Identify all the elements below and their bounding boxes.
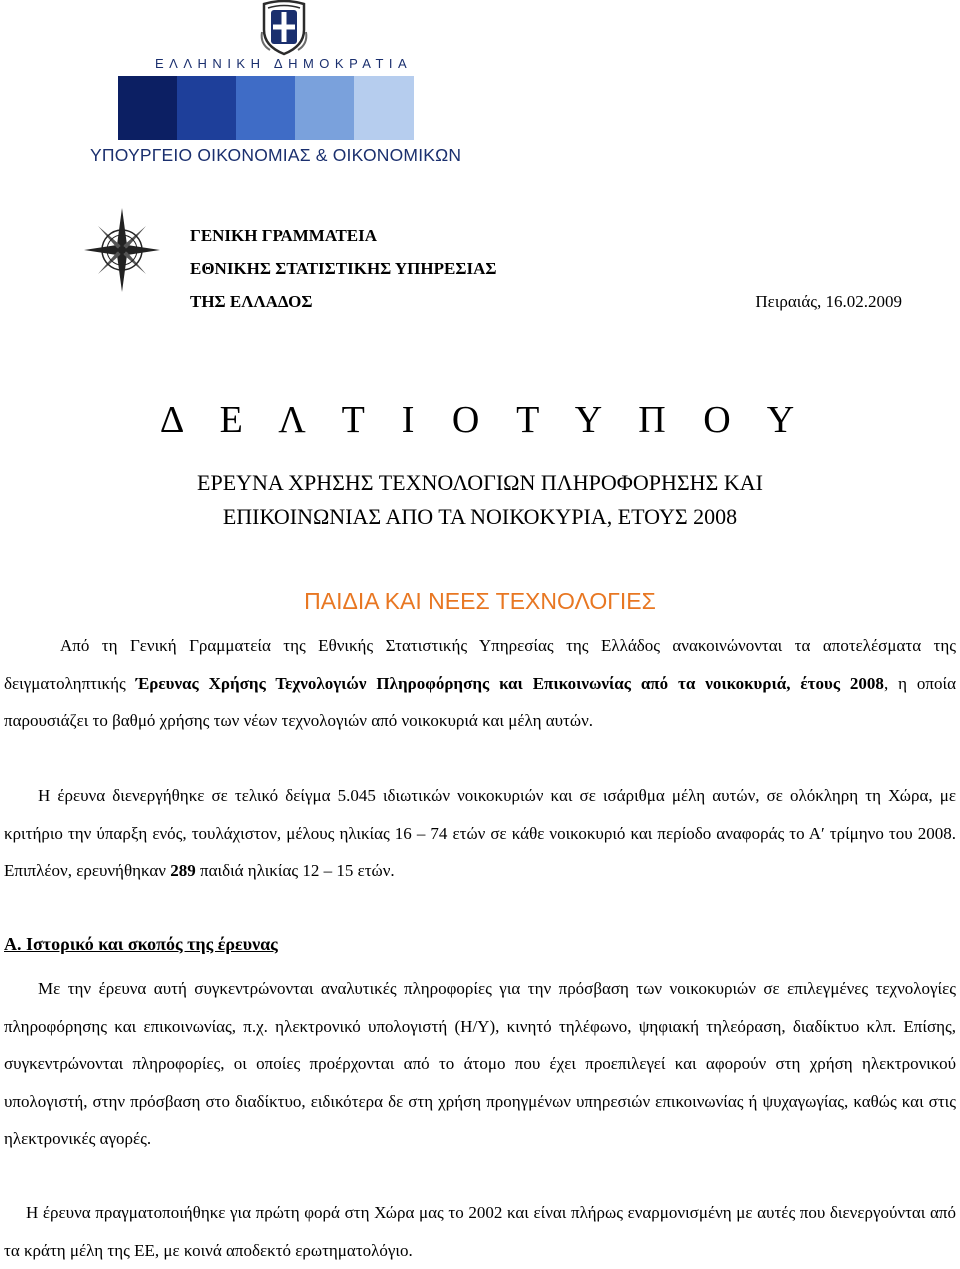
section-a-heading: Α. Ιστορικό και σκοπός της έρευνας: [4, 934, 278, 954]
color-bar: [118, 76, 178, 140]
agency-line-3: ΤΗΣ ΕΛΛΑΔΟΣ: [190, 292, 313, 311]
survey-title-line-2: ΕΠΙΚΟΙΝΩΝΙΑΣ ΑΠΟ ΤΑ ΝΟΙΚΟΚΥΡΙΑ, ΕΤΟΥΣ 2008: [222, 504, 738, 529]
color-bar: [236, 76, 296, 140]
paragraph-history: Η έρευνα πραγματοποιήθηκε για πρώτη φορά στη Χώρα μας το 2002 και είναι πλήρως εναρμονισμένη με αυτές που διενεργούνται από τα κράτη μέλη της ΕΕ, με κοινά αποδεκτό ερωτηματολόγιο.: [4, 1203, 956, 1260]
press-release-title: Δ Ε Λ Τ Ι Ο Τ Υ Π Ο Υ: [159, 399, 801, 441]
document-date: Πειραιάς, 16.02.2009: [755, 292, 902, 311]
paragraph-text: Η έρευνα διενεργήθηκε σε τελικό δείγμα 5.045 ιδιωτικών νοικοκυριών και σε ισάριθμα μέλη αυτών, σε ολόκληρη τη Χώρα, με κριτήριο την ύπαρξη ενός, τουλάχιστον, μέλους ηλικίας 16 – 74 ετών σε κάθε νοικοκυριό και περίοδο αναφοράς το Α′ τρίμηνο του 2008. Επιπλέον, ερευνήθηκαν: [4, 786, 956, 881]
agency-line-1: ΓΕΝΙΚΗ ΓΡΑΜΜΑΤΕΙΑ: [190, 226, 378, 245]
color-bar: [177, 76, 237, 140]
agency-line-2: ΕΘΝΙΚΗΣ ΣΤΑΤΙΣΤΙΚΗΣ ΥΠΗΡΕΣΙΑΣ: [190, 259, 497, 278]
compass-rose-logo-icon: [82, 206, 162, 294]
children-count-bold: 289: [170, 861, 196, 881]
color-bar: [295, 76, 355, 140]
ministry-name: ΥΠΟΥΡΓΕΙΟ ΟΙΚΟΝΟΜΙΑΣ & ΟΙΚΟΝΟΜΙΚΩΝ: [90, 145, 462, 165]
paragraph-text: Από τη Γενική Γραμματεία της Εθνικής Στατιστικής Υπηρεσίας της Ελλάδος ανακοινώνονται τα αποτελέσματα της δειγματοληπτικής: [4, 636, 956, 693]
greek-emblem-icon: [256, 0, 312, 56]
paragraph-intro: [4, 627, 956, 740]
paragraph-purpose: Με την έρευνα αυτή συγκεντρώνονται αναλυτικές πληροφορίες για την πρόσβαση των νοικοκυριών σε επιλεγμένες τεχνολογίες πληροφόρησης και επικοινωνίας, π.χ. ηλεκτρονικό υπολογιστή (Η/Υ), κινητό τηλέφωνο, ψηφιακή τηλεόραση, διαδίκτυο κλπ. Επίσης, συγκεντρώνονται πληροφορίες, οι οποίες προέρχονται από το άτομο που έχει προεπιλεγεί και αφορούν στη χρήση ηλεκτρονικού υπολογιστή, στην πρόσβαση στο διαδίκτυο, ειδικότερα δε στη χρήση προηγμένων υπηρεσιών επικοινωνίας ή ψυχαγωγίας, καθώς και στις ηλεκτρονικές αγορές.: [4, 979, 956, 1149]
paragraph-text: παιδιά ηλικίας 12 – 15 ετών.: [195, 861, 395, 881]
ministry-top-label: ΕΛΛΗΝΙΚΗ ΔΗΜΟΚΡΑΤΙΑ: [155, 56, 413, 71]
paragraph-sample: [4, 777, 956, 890]
section-title: ΠΑΙΔΙΑ ΚΑΙ ΝΕΕΣ ΤΕΧΝΟΛΟΓΙΕΣ: [304, 588, 656, 614]
survey-title-line-1: ΕΡΕΥΝΑ ΧΡΗΣΗΣ ΤΕΧΝΟΛΟΓΙΩΝ ΠΛΗΡΟΦΟΡΗΣΗΣ ΚΑΙ: [197, 470, 763, 495]
ministry-color-bars: [118, 76, 414, 140]
color-bar: [354, 76, 414, 140]
paragraph-text: , η οποία παρουσιάζει το βαθμό χρήσης των νέων τεχνολογιών από νοικοκυριά και μέλη αυτών.: [4, 673, 956, 731]
survey-name-bold: Έρευνας Χρήσης Τεχνολογιών Πληροφόρησης και Επικοινωνίας από τα νοικοκυριά, έτους 2008: [135, 673, 884, 693]
